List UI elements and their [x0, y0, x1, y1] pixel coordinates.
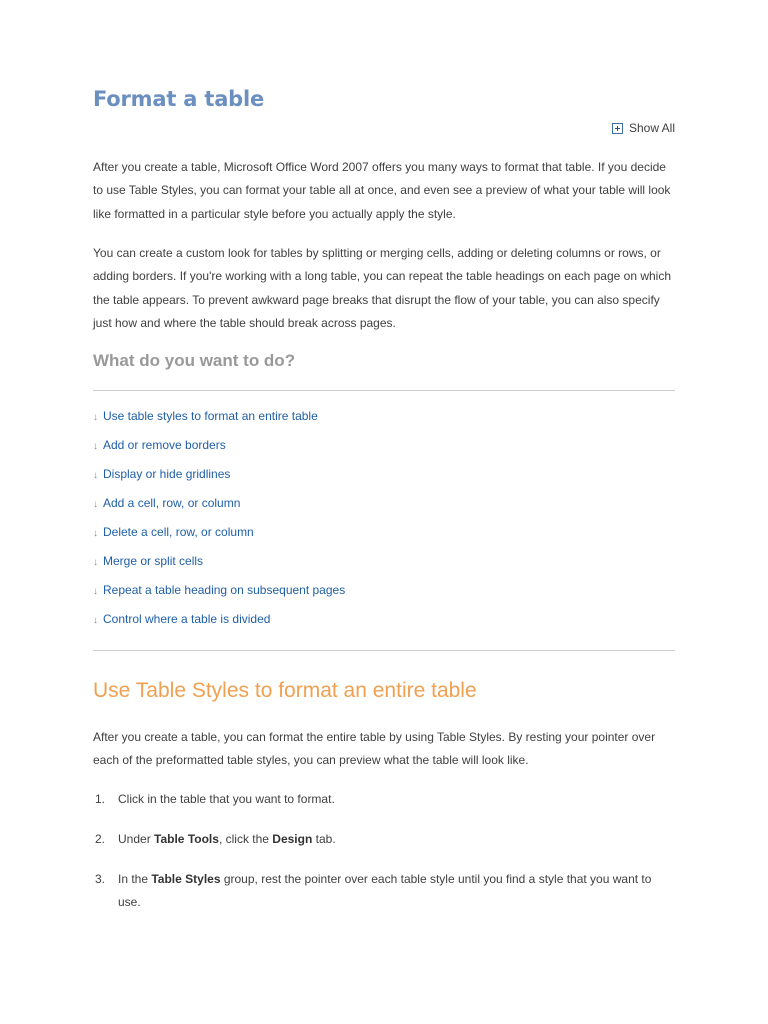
step-number: 1. — [95, 792, 106, 806]
step-item — [93, 828, 675, 851]
list-item — [93, 435, 345, 464]
plus-box-icon — [612, 123, 623, 134]
step-number: 3. — [95, 871, 106, 886]
step-text: In the — [118, 871, 152, 886]
task-link-use-table-styles[interactable]: Use table styles to format an entire table — [103, 409, 318, 423]
divider — [93, 390, 675, 391]
list-item — [93, 522, 345, 551]
down-arrow-icon: ↓ — [93, 557, 98, 568]
step-item — [93, 868, 675, 915]
ui-term-table-tools: Table Tools — [154, 831, 219, 846]
list-item — [93, 609, 345, 638]
list-item — [93, 493, 345, 522]
task-link-merge-split[interactable]: Merge or split cells — [103, 554, 204, 568]
help-content — [93, 84, 675, 910]
list-item — [93, 580, 345, 609]
intro-paragraph-1: After you create a table, Microsoft Office Word 2007 offers you many ways to format that table. If you decide to use Table Styles, you can format your table all at once, and even see a preview of what your table will look like formatted in a particular style before you actually apply the style. — [93, 160, 671, 221]
step-text: , click the — [218, 831, 273, 846]
what-do-you-want-heading: What do you want to do? — [93, 351, 296, 370]
divider — [93, 650, 675, 651]
section-intro-paragraph: After you create a table, you can format the entire table by using Table Styles. By resting your pointer over each of the preformatted table styles, you can preview what the table will look like. — [93, 730, 656, 768]
task-link-repeat-heading[interactable]: Repeat a table heading on subsequent pages — [103, 583, 346, 597]
steps-list — [93, 788, 675, 931]
step-text: Click in the table that you want to format. — [118, 792, 335, 806]
step-text: Under — [118, 831, 155, 846]
task-link-table-divided[interactable]: Control where a table is divided — [103, 612, 271, 626]
step-item — [93, 788, 675, 811]
task-link-borders[interactable]: Add or remove borders — [103, 438, 226, 452]
show-all-button[interactable] — [612, 121, 675, 135]
step-number: 2. — [95, 831, 106, 846]
task-link-list — [93, 406, 345, 638]
down-arrow-icon: ↓ — [93, 615, 98, 626]
down-arrow-icon: ↓ — [93, 528, 98, 539]
list-item — [93, 551, 345, 580]
show-all-label: Show All — [628, 121, 675, 135]
list-item — [93, 464, 345, 493]
ui-term-table-styles: Table Styles — [151, 871, 221, 886]
down-arrow-icon: ↓ — [93, 412, 98, 423]
ui-term-design: Design — [272, 831, 313, 846]
task-link-gridlines[interactable]: Display or hide gridlines — [103, 467, 231, 481]
section-title: Use Table Styles to format an entire table — [93, 679, 477, 702]
down-arrow-icon: ↓ — [93, 499, 98, 510]
down-arrow-icon: ↓ — [93, 586, 98, 597]
intro-paragraph-2: You can create a custom look for tables by splitting or merging cells, adding or deleting columns or rows, or adding borders. If you're working with a long table, you can repeat the table headings on each page on which the table appears. To prevent awkward page breaks that disrupt the flow of your table, you can also specify just how and where the table should break across pages. — [93, 246, 672, 330]
page-title: Format a table — [93, 87, 265, 111]
task-link-delete-cell[interactable]: Delete a cell, row, or column — [103, 525, 254, 539]
task-link-add-cell[interactable]: Add a cell, row, or column — [103, 496, 241, 510]
down-arrow-icon: ↓ — [93, 441, 98, 452]
down-arrow-icon: ↓ — [93, 470, 98, 481]
list-item — [93, 406, 345, 435]
step-text: tab. — [312, 831, 336, 846]
step-text: group, rest the pointer over each table style until you find a style that you want to use. — [118, 871, 652, 910]
